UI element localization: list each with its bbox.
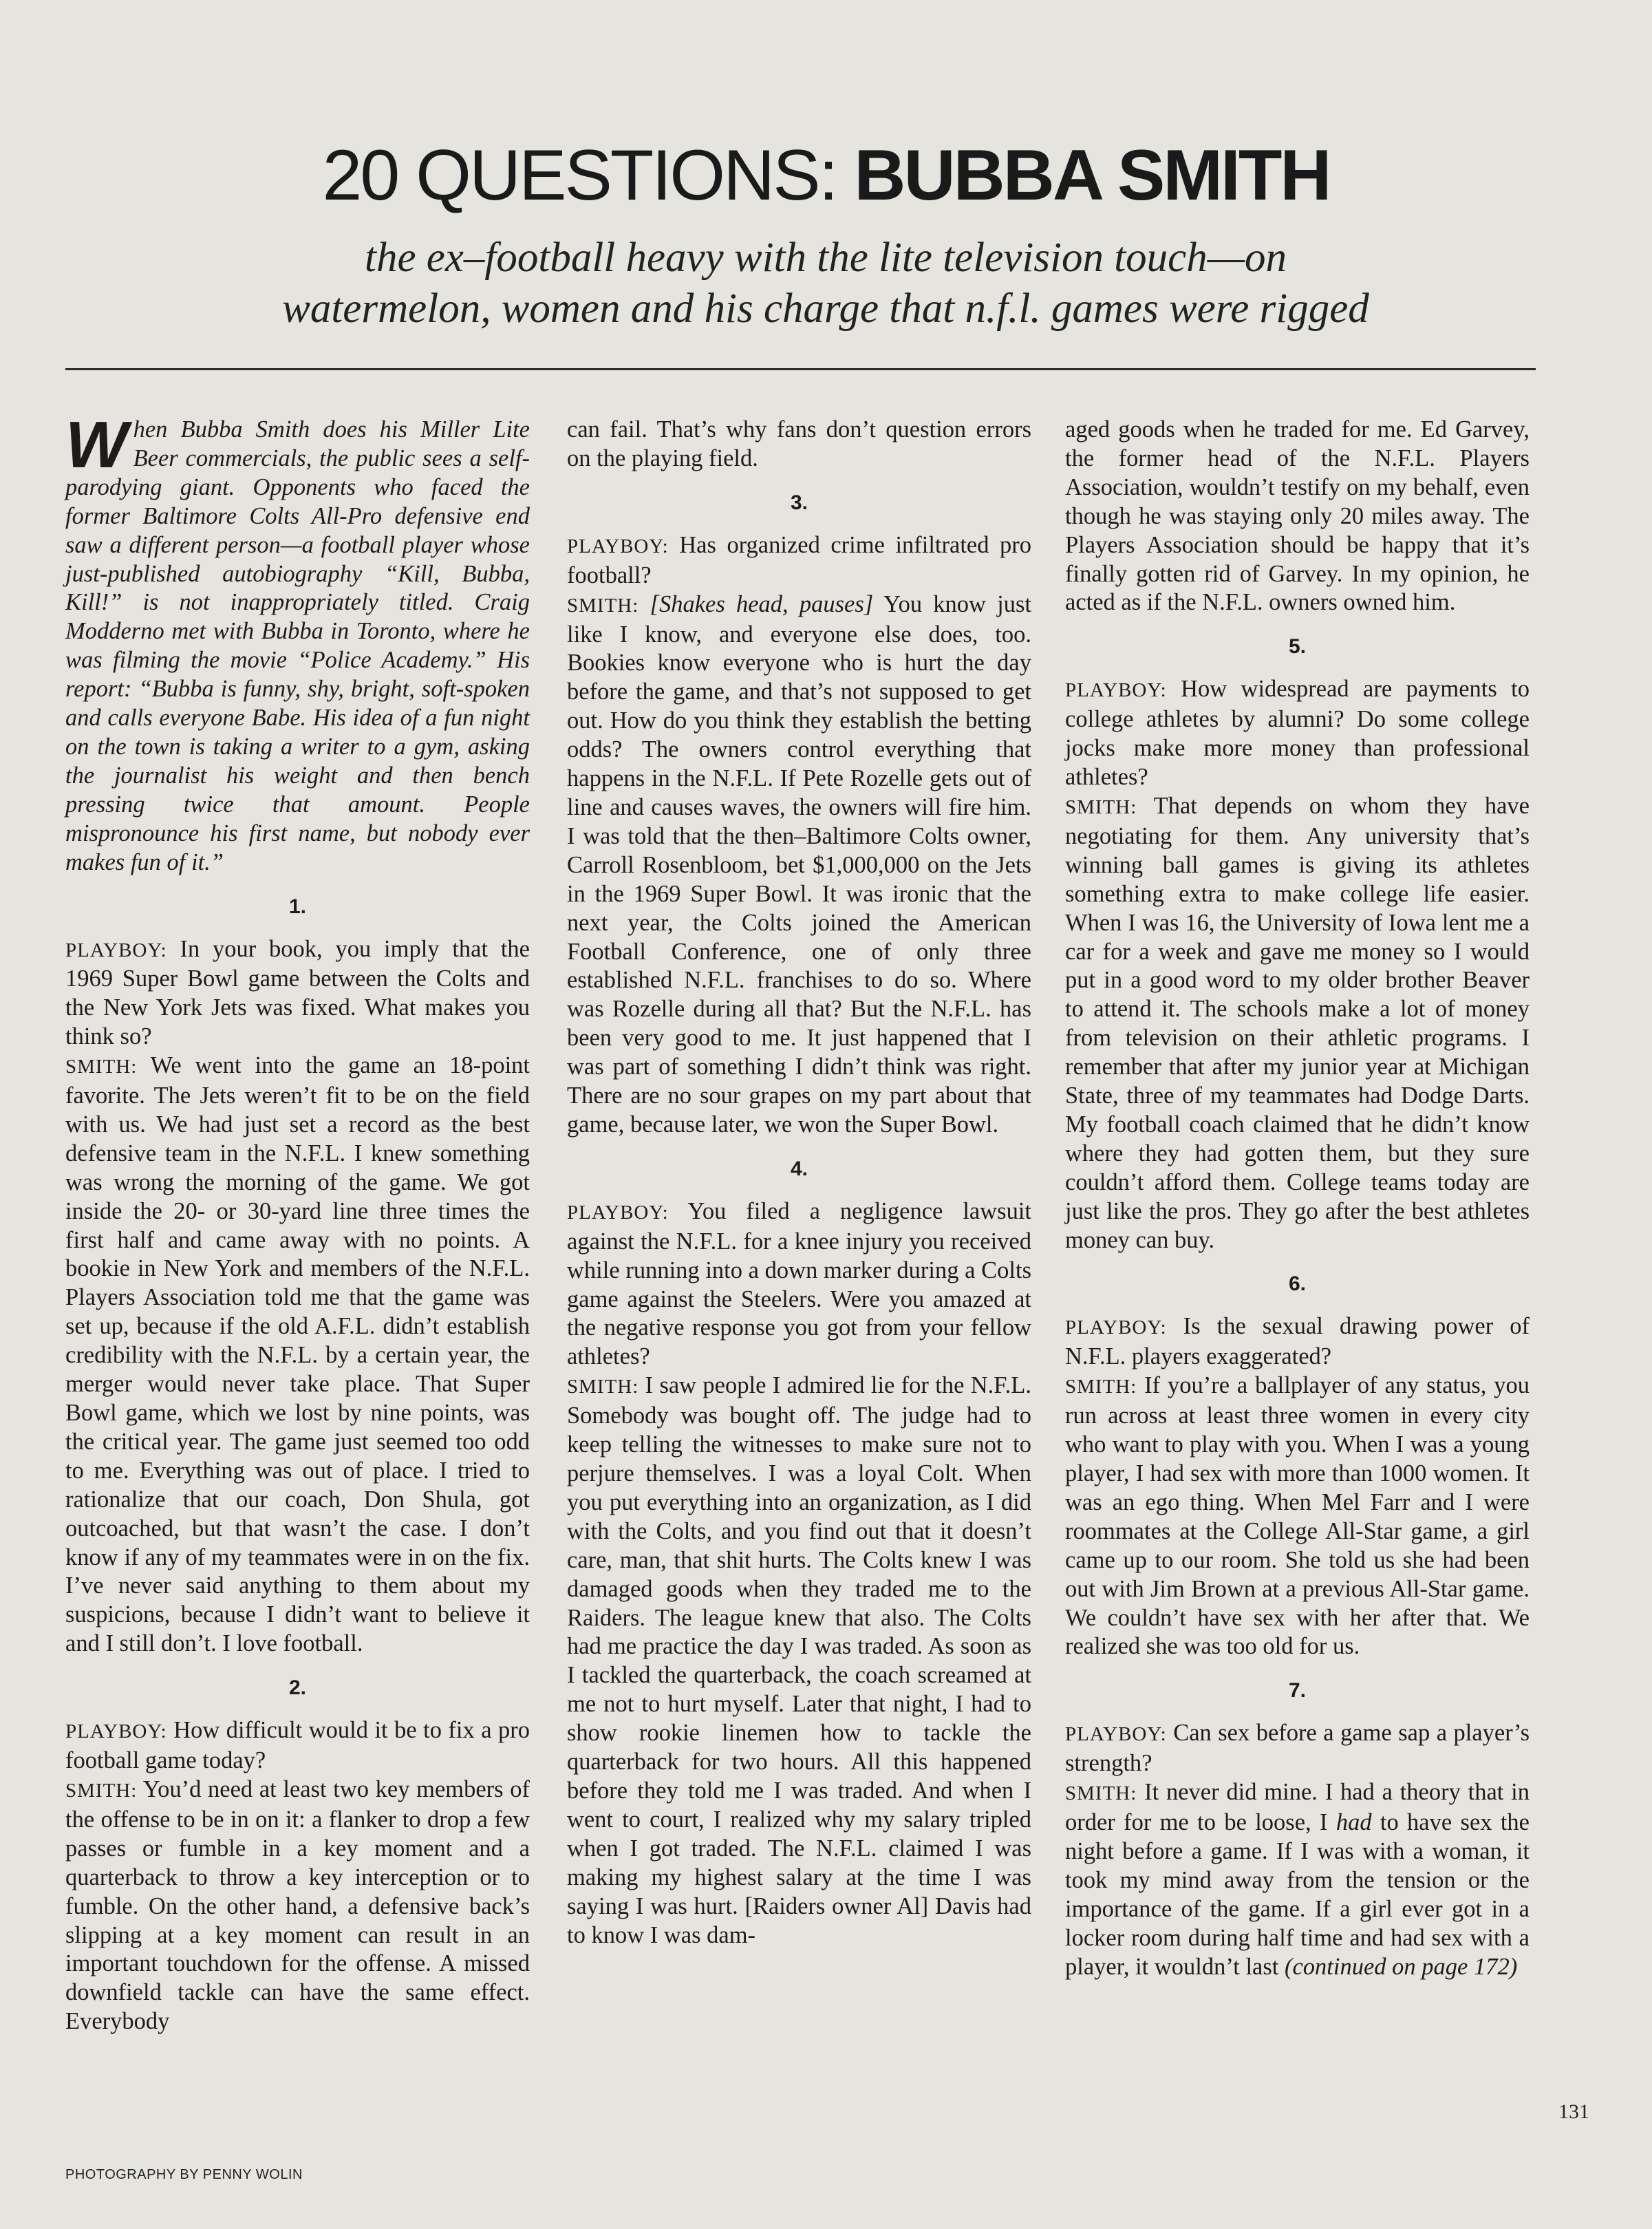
question-number-1: 1. bbox=[288, 895, 307, 918]
answer-3 bbox=[567, 590, 1031, 1140]
answer-2 bbox=[65, 1775, 530, 2036]
column-1 bbox=[65, 408, 530, 2036]
speaker-smith: SMITH: bbox=[1065, 796, 1137, 818]
answer-7-text-pre: It never did mine. I had a theory that in order for me to be loose, I bbox=[1065, 1779, 1530, 1836]
answer-6 bbox=[1065, 1372, 1530, 1661]
question-3-text: Has organized crime infiltrated pro football? bbox=[567, 531, 1031, 588]
speaker-smith: SMITH: bbox=[567, 1376, 639, 1398]
question-1 bbox=[65, 935, 530, 1052]
question-4 bbox=[567, 1197, 1031, 1372]
question-number-2: 2. bbox=[288, 1676, 307, 1700]
title-name: BUBBA SMITH bbox=[854, 136, 1330, 215]
speaker-smith: SMITH: bbox=[567, 594, 639, 617]
continued-note: (continued on page 172) bbox=[1284, 1953, 1518, 1980]
answer-6-text: If you’re a ballplayer of any status, you run across at least three women in every city who want to play with you. When I was a young player, I had sex with more than 1000 women. It was an ego thing. When Mel Farr and I were roommates at the College All-Star game, a girl came up to our room. She told us she had been out with Jim Brown at a previous All-Star game. We couldn’t have sex with her after that. We realized she was too old for us. bbox=[1065, 1372, 1530, 1660]
answer-5 bbox=[1065, 792, 1530, 1255]
question-1-text: In your book, you imply that the 1969 Super Bowl game between the Colts and the New York Jets was fixed. What makes you think so? bbox=[65, 935, 530, 1050]
speaker-smith: SMITH: bbox=[1065, 1376, 1137, 1398]
page-number: 131 bbox=[1558, 2100, 1589, 2123]
article-title bbox=[0, 134, 1652, 217]
question-number-5: 5. bbox=[1288, 635, 1307, 659]
question-2 bbox=[65, 1716, 530, 1775]
column-2 bbox=[567, 416, 1031, 1950]
answer-5-text: That depends on whom they have negotiating for them. Any university that’s winning ball games is giving its athletes something extra to make college life easier. When I was 16, the University of Iowa lent me a car for a week and gave me money so I would put in a good word to my older brother Beaver to attend it. The schools make a lot of money from television on their athletic programs. I remember that after my junior year at Michigan State, three of my teammates had Dodge Darts. My football coach claimed that he didn’t know where they had gotten them, but they sure couldn’t afford them. College teams today are just like the pros. They go after the best athletes money can buy. bbox=[1065, 792, 1530, 1253]
answer-7-emphasis: had bbox=[1335, 1809, 1372, 1836]
speaker-playboy: PLAYBOY: bbox=[1065, 679, 1167, 702]
speaker-playboy: PLAYBOY: bbox=[65, 1720, 167, 1743]
question-6 bbox=[1065, 1312, 1530, 1372]
speaker-playboy: PLAYBOY: bbox=[567, 1201, 669, 1224]
speaker-playboy: PLAYBOY: bbox=[1065, 1723, 1167, 1746]
header-rule bbox=[65, 368, 1536, 370]
answer-4-continued: aged goods when he traded for me. Ed Garvey, the former head of the N.F.L. Players Association, wouldn’t testify on my behalf, even though he was staying only 20 miles away. The Players Association should be happy that it’s finally gotten rid of Garvey. In my opinion, he acted as if the N.F.L. owners owned him. bbox=[1065, 416, 1530, 616]
question-7-text: Can sex before a game sap a player’s strength? bbox=[1065, 1720, 1530, 1777]
question-4-text: You filed a negligence lawsuit against the N.F.L. for a knee injury you received while running into a down marker during a Colts game against the Steelers. Were you amazed at the negative response you got from your fellow athletes? bbox=[567, 1197, 1031, 1370]
question-2-text: How difficult would it be to fix a pro football game today? bbox=[65, 1717, 530, 1774]
answer-4-text: I saw people I admired lie for the N.F.L. Somebody was bought off. The judge had to keep telling the witnesses to make sure not to perjure themselves. I was a loyal Colt. When you put everything into an organization, as I did with the Colts, and you find out that it doesn’t care, man, that shit hurts. The Colts knew I was damaged goods when they traded me to the Raiders. The league knew that also. The Colts had me practice the day I was traded. As soon as I tackled the quarterback, the coach screamed at me not to hurt myself. Later that night, I had to show rookie linemen how to tackle the quarterback for two hours. All this happened before they told me I was traded. And when I went to court, I realized why my salary tripled when I got traded. The N.F.L. claimed I was making my highest salary at the time I was saying I was hurt. [Raiders owner Al] Davis had to know I was dam- bbox=[567, 1372, 1031, 1948]
question-number-7: 7. bbox=[1288, 1679, 1307, 1703]
speaker-smith: SMITH: bbox=[1065, 1782, 1137, 1805]
intro-paragraph bbox=[65, 408, 530, 877]
answer-2-continued: can fail. That’s why fans don’t question errors on the playing field. bbox=[567, 416, 1031, 471]
article-subtitle bbox=[138, 233, 1514, 334]
question-5 bbox=[1065, 675, 1530, 792]
speaker-playboy: PLAYBOY: bbox=[567, 535, 669, 557]
subtitle-line-1: the ex–football heavy with the lite television touch—on bbox=[365, 235, 1287, 281]
answer-7 bbox=[1065, 1778, 1530, 1981]
speaker-smith: SMITH: bbox=[65, 1779, 138, 1802]
answer-1-text: We went into the game an 18-point favorite. The Jets weren’t fit to be on the field with us. We had just set a record as the best defensive team in the N.F.L. I knew something was wrong the morning of the game. We got inside the 20- or 30-yard line three times the first half and came away with no points. A bookie in New York and members of the N.F.L. Players Association told me that the game was set up, because if the old A.F.L. didn’t establish credibility with the N.F.L. by a certain year, the merger would never take place. That Super Bowl game, which we lost by nine points, was the critical year. The game just seemed too odd to me. Everything was out of place. I tried to rationalize that our coach, Don Shula, got outcoached, but that wasn’t the case. I don’t know if any of my teammates were in on the fix. I’ve never said anything to them about my suspicions, because I didn’t want to believe it and I still don’t. I love football. bbox=[65, 1052, 530, 1657]
question-number-4: 4. bbox=[790, 1157, 808, 1180]
question-7 bbox=[1065, 1719, 1530, 1778]
title-prefix: 20 QUESTIONS: bbox=[322, 136, 855, 215]
question-3 bbox=[567, 531, 1031, 590]
answer-4 bbox=[567, 1372, 1031, 1950]
speaker-smith: SMITH: bbox=[65, 1056, 138, 1078]
question-5-text: How widespread are payments to college athletes by alumni? Do some college jocks make more money than professional athletes? bbox=[1065, 676, 1530, 791]
answer-3-stage-direction: [Shakes head, pauses] bbox=[650, 590, 874, 617]
drop-cap: W bbox=[65, 408, 128, 482]
subtitle-line-2: watermelon, women and his charge that n.f.l. games were rigged bbox=[282, 286, 1369, 332]
column-3 bbox=[1065, 416, 1530, 1982]
question-6-text: Is the sexual drawing power of N.F.L. players exaggerated? bbox=[1065, 1313, 1530, 1370]
answer-1 bbox=[65, 1052, 530, 1659]
answer-2-text: You’d need at least two key members of the offense to be in on it: a flanker to drop a few passes or fumble in a key moment and a quarterback to throw a key interception or to fumble. On the other hand, a defensive back’s slipping at a key moment can result in an important touchdown for the offense. A missed downfield tackle can have the same effect. Everybody bbox=[65, 1775, 530, 2035]
question-number-3: 3. bbox=[790, 491, 808, 514]
answer-7-text-post: to have sex the night before a game. If I was with a woman, it took my mind away from the tension or the importance of the game. If a girl ever got in a locker room during half time and had sex with a player, it wouldn’t last bbox=[1065, 1809, 1530, 1980]
answer-3-text: You know just like I know, and everyone else does, too. Bookies know everyone who is hurt the day before the game, and that’s not supposed to get out. How do you think they establish the betting odds? The owners control everything that happens in the N.F.L. If Pete Rozelle gets out of line and causes waves, the owners will fire him. I was told that the then–Baltimore Colts owner, Carroll Rosenbloom, bet $1,000,000 on the Jets in the 1969 Super Bowl. It was ironic that the next year, the Colts joined the American Football Conference, one of only three established N.F.L. franchises to do so. Where was Rozelle during all that? But the N.F.L. has been very good to me. It just happened that I was part of something I didn’t think was right. There are no sour grapes on my part about that game, because later, we won the Super Bowl. bbox=[567, 590, 1031, 1138]
speaker-playboy: PLAYBOY: bbox=[65, 939, 167, 961]
photo-credit: PHOTOGRAPHY BY PENNY WOLIN bbox=[65, 2167, 303, 2182]
speaker-playboy: PLAYBOY: bbox=[1065, 1316, 1167, 1339]
intro-text: hen Bubba Smith does his Miller Lite Beer commercials, the public sees a self-parodying giant. Opponents who faced the former Baltimore Colts All-Pro defensive end saw a different person—a football player whose just-published autobiography “Kill, Bubba, Kill!” is not inappropriately titled. Craig Modderno met with Bubba in Toronto, where he was filming the movie “Police Academy.” His report: “Bubba is funny, shy, bright, soft-spoken and calls everyone Babe. His idea of a fun night on the town is taking a writer to a gym, asking the journalist his weight and then bench pressing twice that amount. People mispronounce his first name, but nobody ever makes fun of it.” bbox=[65, 416, 530, 875]
question-number-6: 6. bbox=[1288, 1272, 1307, 1296]
